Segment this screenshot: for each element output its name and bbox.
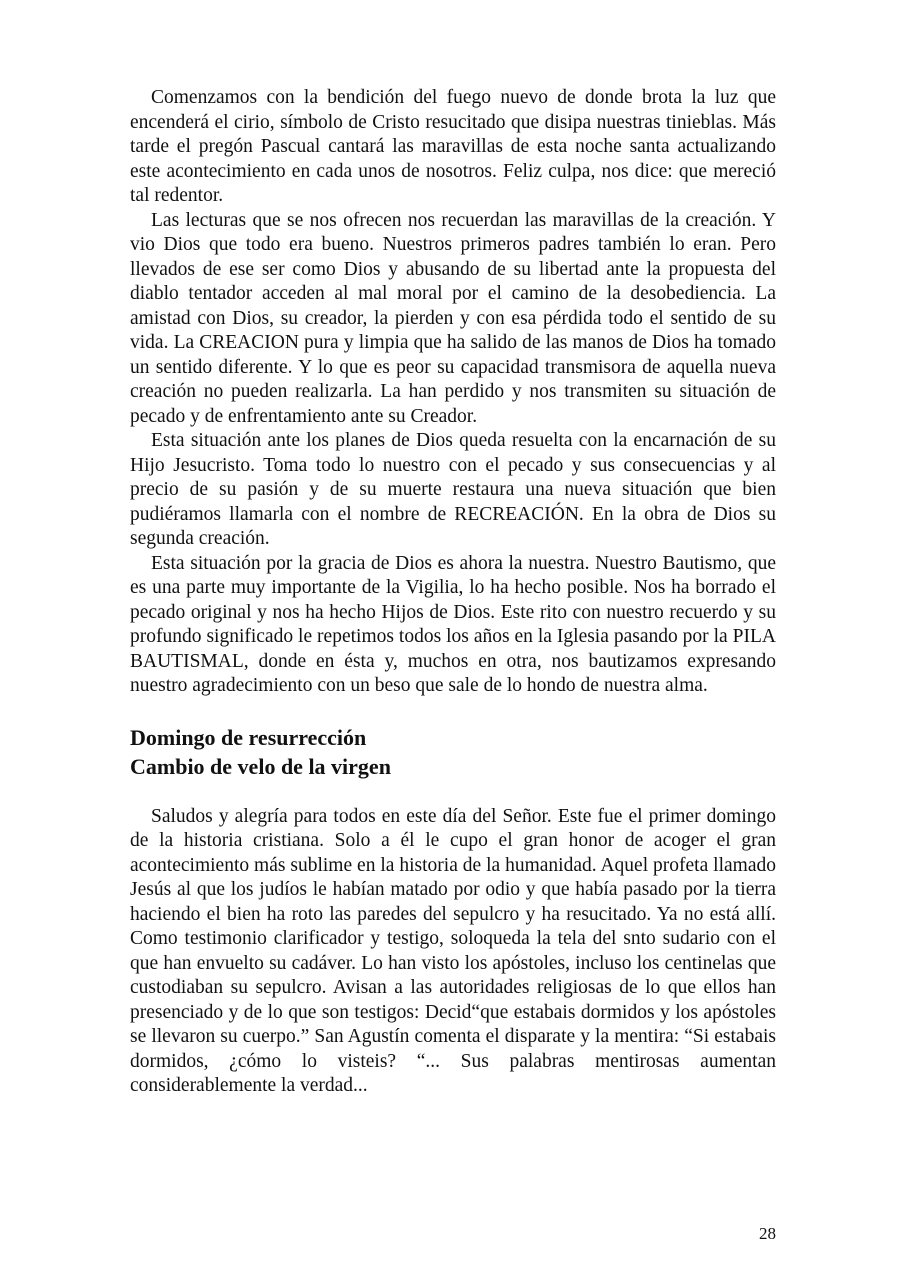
paragraph: Esta situación por la gracia de Dios es ahora la nuestra. Nuestro Bautismo, que es una parte muy importante de la Vigilia, lo ha hecho posible. Nos ha borrado el pecado original y nos ha hecho Hijos de Dios. Este rito con nuestro recuerdo y su profundo significado le repetimos todos los años en la Iglesia pasando por la PILA BAUTISMAL, donde en ésta y, muchos en otra, nos bautizamos expresando nuestro agradecimiento con un beso que sale de lo hondo de nuestra alma. — [130, 552, 776, 696]
document-page — [130, 86, 776, 1099]
section-subtitle: Cambio de velo de la virgen — [130, 753, 391, 779]
paragraph: Las lecturas que se nos ofrecen nos recuerdan las maravillas de la creación. Y vio Dios que todo era bueno. Nuestros primeros padres también lo eran. Pero llevados de ese ser como Dios y abusando de su libertad ante la propuesta del diablo tentador acceden al mal moral por el camino de la desobediencia. La amistad con Dios, su creador, la pierden y con esa pérdida todo el sentido de su vida. La CREACION pura y limpia que ha salido de las manos de Dios ha tomado un sentido diferente. Y lo que es peor su capacidad transmisora de aquella nueva creación no pueden realizarla. La han perdido y nos transmiten su situación de pecado y de enfrentamiento ante su Creador. — [130, 209, 776, 427]
page-number: 28 — [759, 1224, 776, 1243]
paragraph: Saludos y alegría para todos en este día del Señor. Este fue el primer domingo de la historia cristiana. Solo a él le cupo el gran honor de acoger el gran acontecimiento más sublime en la historia de la humanidad. Aquel profeta llamado Jesús al que los judíos le habían matado por odio y que había pasado por la tierra haciendo el bien ha roto las paredes del sepulcro y ha resucitado. Ya no está allí. Como testimonio clarificador y testigo, soloqueda la tela del snto sudario con el que han envuelto su cadáver. Lo han visto los apóstoles, incluso los centinelas que custodiaban su sepulcro. Avisan a las autoridades religiosas de lo que ellos han presenciado y de lo que son testigos: Decid“que estabais dormidos y los apóstoles se llevaron su cuerpo.” San Agustín comenta el disparate y la mentira: “Si estabais dormidos, ¿cómo lo visteis? “... Sus palabras mentirosas aumentan considerablemente la verdad... — [130, 805, 776, 1096]
section-sunday-text — [130, 805, 776, 1099]
section-title: Domingo de resurrección — [130, 724, 367, 750]
section-vigil-text — [130, 86, 776, 699]
paragraph: Comenzamos con la bendición del fuego nuevo de donde brota la luz que encenderá el cirio, símbolo de Cristo resucitado que disipa nuestras tinieblas. Más tarde el pregón Pascual cantará las maravillas de esta noche santa actualizando este acontecimiento en cada unos de nosotros. Feliz culpa, nos dice: que mereció tal redentor. — [130, 87, 776, 206]
section-heading — [130, 723, 776, 781]
paragraph: Esta situación ante los planes de Dios queda resuelta con la encarnación de su Hijo Jesucristo. Toma todo lo nuestro con el pecado y sus consecuencias y al precio de su pasión y de su muerte restaura una nueva situación que bien pudiéramos llamarla con el nombre de RECREACIÓN. En la obra de Dios su segunda creación. — [130, 430, 776, 549]
